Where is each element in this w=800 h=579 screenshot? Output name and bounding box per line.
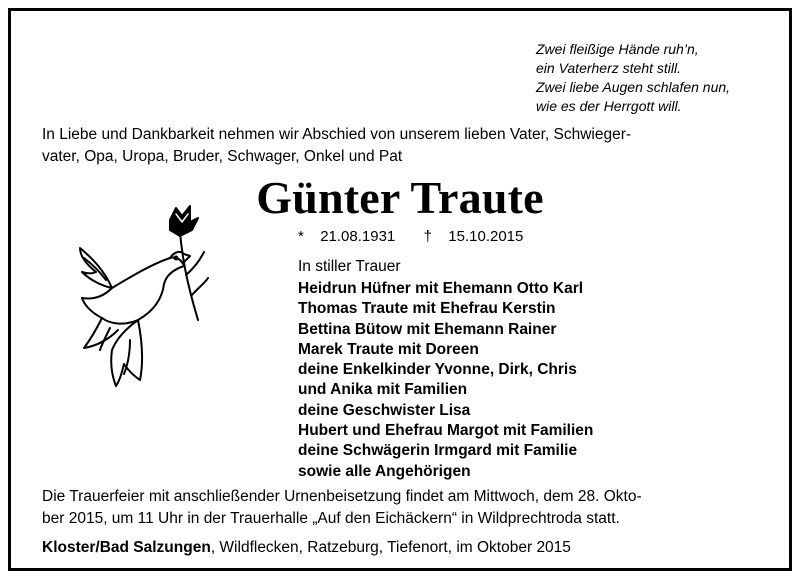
footer-places <box>42 538 571 558</box>
intro-line: In Liebe und Dankbarkeit nehmen wir Abschied von unserem lieben Vater, Schwieger- <box>42 126 632 143</box>
poem-line: ein Vaterherz steht still. <box>536 60 681 76</box>
dove-with-rose-icon <box>62 200 222 400</box>
ceremony-text <box>42 486 782 530</box>
poem-line: wie es der Herrgott will. <box>536 98 682 114</box>
death-date: 15.10.2015 <box>448 228 524 245</box>
death-symbol: † <box>423 228 432 245</box>
list-item: deine Enkelkinder Yvonne, Dirk, Chris <box>298 361 577 379</box>
list-item: Marek Traute mit Doreen <box>298 340 479 358</box>
list-item: Heidrun Hüfner mit Ehemann Otto Karl <box>298 280 584 297</box>
footer-place-bold: Kloster/Bad Salzungen <box>42 539 211 556</box>
poem-line: Zwei liebe Augen schlafen nun, <box>536 79 731 95</box>
intro-text <box>42 124 772 168</box>
life-dates <box>298 227 523 247</box>
deceased-name: Günter Traute <box>256 172 544 223</box>
ceremony-line: ber 2015, um 11 Uhr in der Trauerhalle „Auf den Eichäckern“ in Wildprechtroda statt. <box>42 510 620 527</box>
poem-line: Zwei fleißige Hände ruh’n, <box>536 41 699 57</box>
list-item: und Anika mit Familien <box>298 381 468 399</box>
birth-date: 21.08.1931 <box>320 228 396 245</box>
list-item: sowie alle Angehörigen <box>298 462 471 480</box>
intro-line: vater, Opa, Uropa, Bruder, Schwager, Onkel und Pat <box>42 148 403 165</box>
list-item: Hubert und Ehefrau Margot mit Familien <box>298 422 594 440</box>
mourning-heading: In stiller Trauer <box>298 258 401 275</box>
list-item: Thomas Traute mit Ehefrau Kerstin <box>298 300 556 318</box>
mourners-list <box>298 279 593 482</box>
list-item: deine Geschwister Lisa <box>298 401 471 419</box>
poem <box>536 40 786 116</box>
birth-symbol: * <box>298 228 304 245</box>
footer-place-rest: , Wildflecken, Ratzeburg, Tiefenort, im Oktober 2015 <box>210 539 571 556</box>
ceremony-line: Die Trauerfeier mit anschließender Urnenbeisetzung findet am Mittwoch, dem 28. Okto- <box>42 488 642 505</box>
list-item: Bettina Bütow mit Ehemann Rainer <box>298 320 557 338</box>
list-item: deine Schwägerin Irmgard mit Familie <box>298 442 578 460</box>
